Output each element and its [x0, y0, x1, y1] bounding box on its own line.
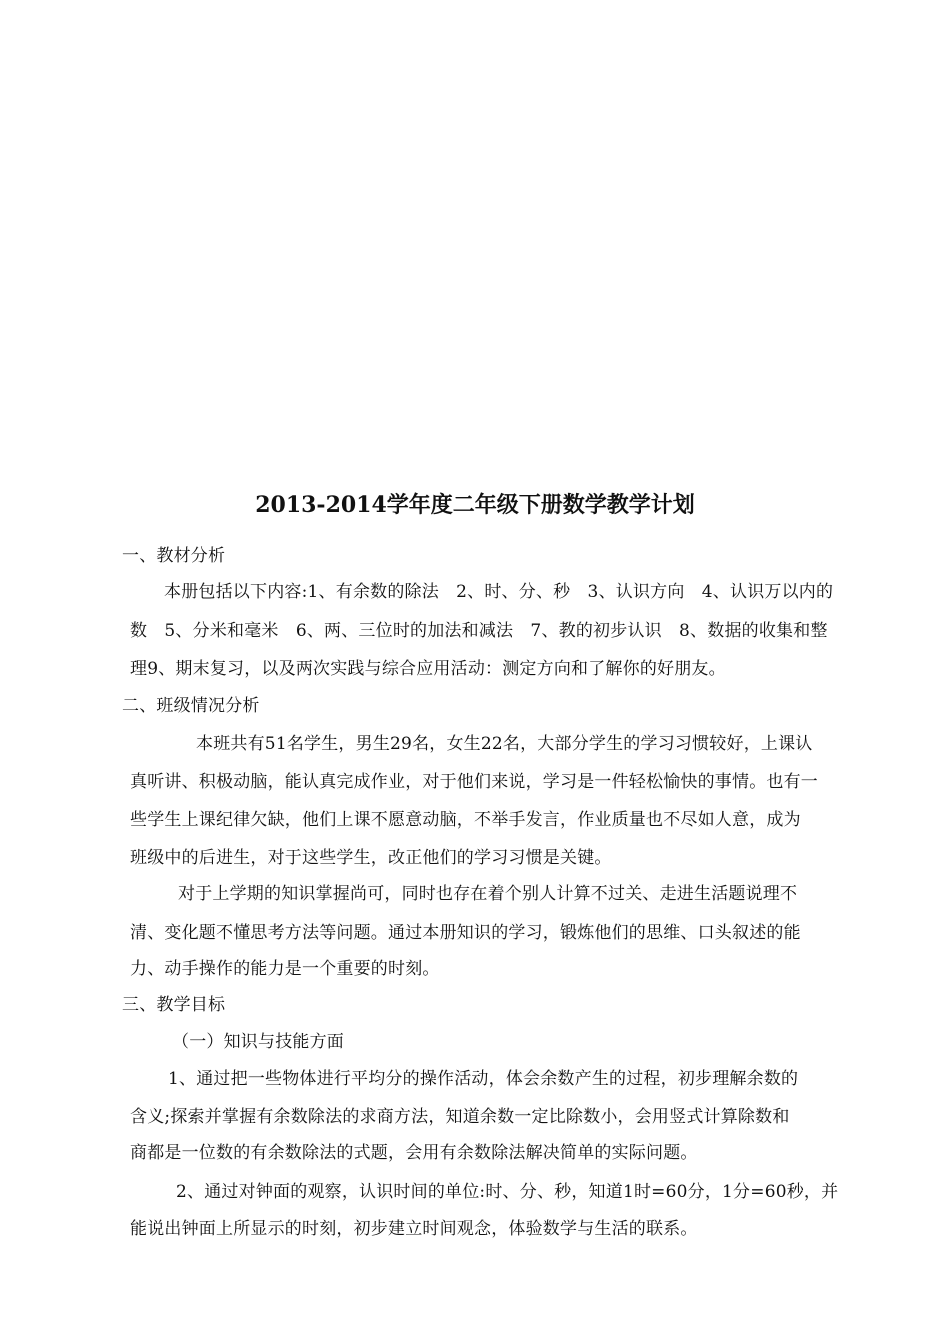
document-title: 2013-2014学年度二年级下册数学教学计划 [255, 492, 695, 518]
paragraph-line: 本班共有51名学生，男生29名，女生22名，大部分学生的学习习惯较好，上课认 [196, 734, 813, 754]
paragraph-line: 理9、期末复习，以及两次实践与综合应用活动：测定方向和了解你的好朋友。 [130, 659, 726, 679]
paragraph-line: 力、动手操作的能力是一个重要的时刻。 [130, 959, 440, 979]
paragraph-line: 2、通过对钟面的观察，认识时间的单位:时、分、秒，知道1时=60分，1分=60秒，并 [176, 1182, 839, 1202]
section-heading-class-analysis: 二、班级情况分析 [122, 696, 260, 716]
paragraph-line: 能说出钟面上所显示的时刻，初步建立时间观念，体验数学与生活的联系。 [130, 1219, 698, 1239]
subsection-heading-knowledge-skills: （一）知识与技能方面 [172, 1032, 344, 1052]
section-heading-textbook-analysis: 一、教材分析 [122, 546, 226, 566]
paragraph-line: 1、通过把一些物体进行平均分的操作活动，体会余数产生的过程，初步理解余数的 [168, 1069, 799, 1089]
paragraph-line: 数 5、分米和毫米 6、两、三位时的加法和减法 7、教的初步认识 8、数据的收集和整 [130, 621, 828, 641]
paragraph-line: 清、变化题不懂思考方法等问题。通过本册知识的学习，锻炼他们的思维、口头叙述的能 [130, 923, 801, 943]
section-heading-teaching-goals: 三、教学目标 [122, 995, 226, 1015]
paragraph-line: 对于上学期的知识掌握尚可，同时也存在着个别人计算不过关、走进生活题说理不 [178, 884, 798, 904]
paragraph-line: 商都是一位数的有余数除法的式题，会用有余数除法解决简单的实际问题。 [130, 1143, 698, 1163]
paragraph-line: 含义;探索并掌握有余数除法的求商方法，知道余数一定比除数小，会用竖式计算除数和 [130, 1107, 790, 1127]
paragraph-line: 真听讲、积极动脑，能认真完成作业，对于他们来说，学习是一件轻松愉快的事情。也有一 [130, 772, 818, 792]
paragraph-line: 些学生上课纪律欠缺，他们上课不愿意动脑，不举手发言，作业质量也不尽如人意，成为 [130, 810, 801, 830]
paragraph-line: 本册包括以下内容:1、有余数的除法 2、时、分、秒 3、认识方向 4、认识万以内的 [164, 582, 834, 602]
paragraph-line: 班级中的后进生，对于这些学生，改正他们的学习习惯是关键。 [130, 848, 612, 868]
